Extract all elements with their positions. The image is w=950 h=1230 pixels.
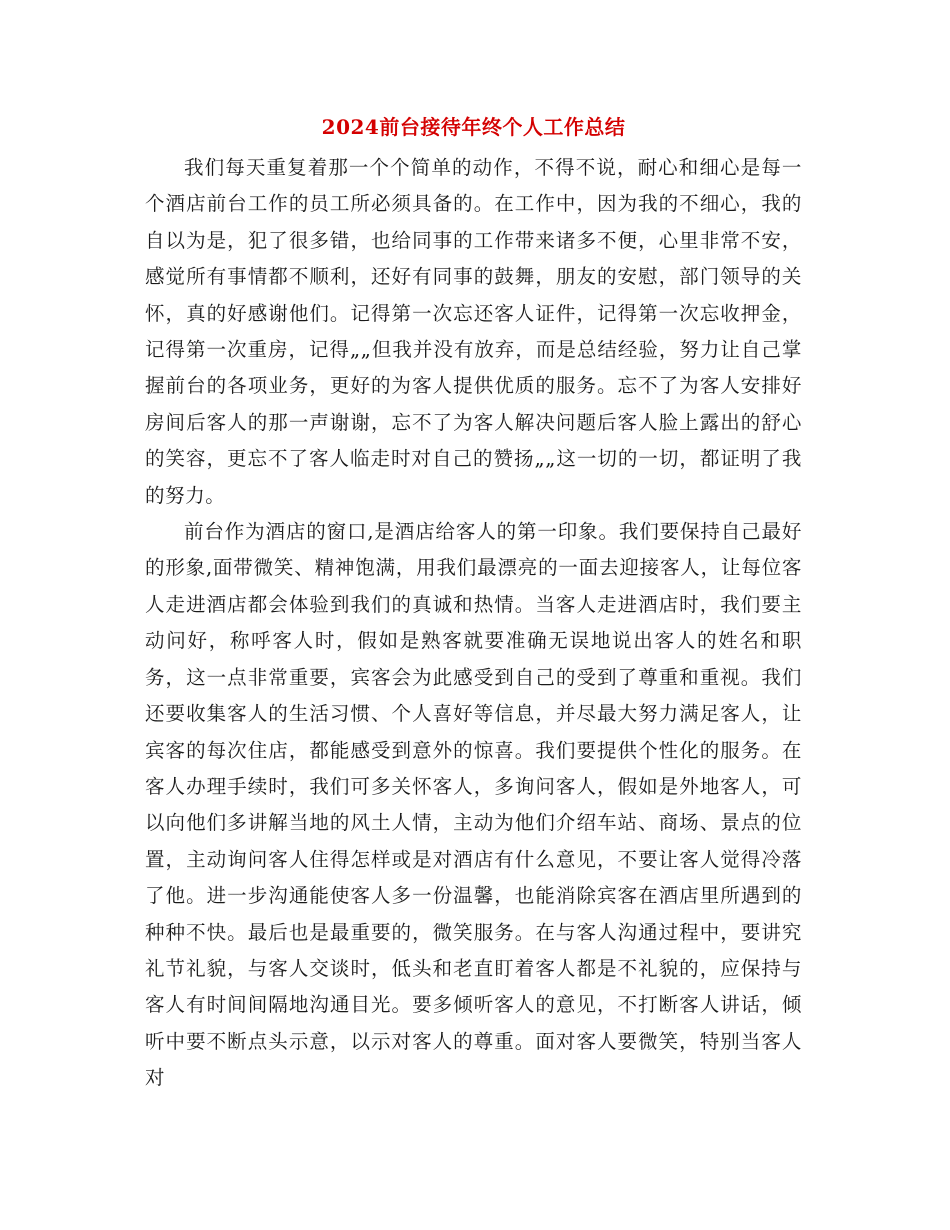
paragraph-2: 前台作为酒店的窗口,是酒店给客人的第一印象。我们要保持自己最好的形象,面带微笑、精神饱满，用我们最漂亮的一面去迎接客人，让每位客人走进酒店都会体验到我们的真诚和热情。当客人走进酒店时，我们要主动问好，称呼客人时，假如是熟客就要准确无误地说出客人的姓名和职务，这一点非常重要，宾客会为此感受到自己的受到了尊重和重视。我们还要收集客人的生活习惯、个人喜好等信息，并尽最大努力满足客人，让宾客的每次住店，都能感受到意外的惊喜。我们要提供个性化的服务。在客人办理手续时，我们可多关怀客人，多询问客人，假如是外地客人，可以向他们多讲解当地的风土人情，主动为他们介绍车站、商场、景点的位置，主动询问客人住得怎样或是对酒店有什么意见，不要让客人觉得冷落了他。进一步沟通能使客人多一份温馨，也能消除宾客在酒店里所遇到的种种不快。最后也是最重要的，微笑服务。在与客人沟通过程中，要讲究礼节礼貌，与客人交谈时，低头和老直盯着客人都是不礼貌的，应保持与客人有时间间隔地沟通目光。要多倾听客人的意见，不打断客人讲话，倾听中要不断点头示意，以示对客人的尊重。面对客人要微笑，特别当客人对 <box>145 520 802 1090</box>
document-title: 2024前台接待年终个人工作总结 <box>321 115 626 139</box>
paragraph-1: 我们每天重复着那一个个简单的动作，不得不说，耐心和细心是每一个酒店前台工作的员工所必须具备的。在工作中，因为我的不细心，我的自以为是，犯了很多错，也给同事的工作带来诸多不便，心里非常不安，感觉所有事情都不顺利，还好有同事的鼓舞，朋友的安慰，部门领导的关怀，真的好感谢他们。记得第一次忘还客人证件，记得第一次忘收押金，记得第一次重房，记得„„但我并没有放弃，而是总结经验，努力让自己掌握前台的各项业务，更好的为客人提供优质的服务。忘不了为客人安排好房间后客人的那一声谢谢，忘不了为客人解决问题后客人脸上露出的舒心的笑容，更忘不了客人临走时对自己的赞扬„„这一切的一切，都证明了我的努力。 <box>145 156 802 507</box>
